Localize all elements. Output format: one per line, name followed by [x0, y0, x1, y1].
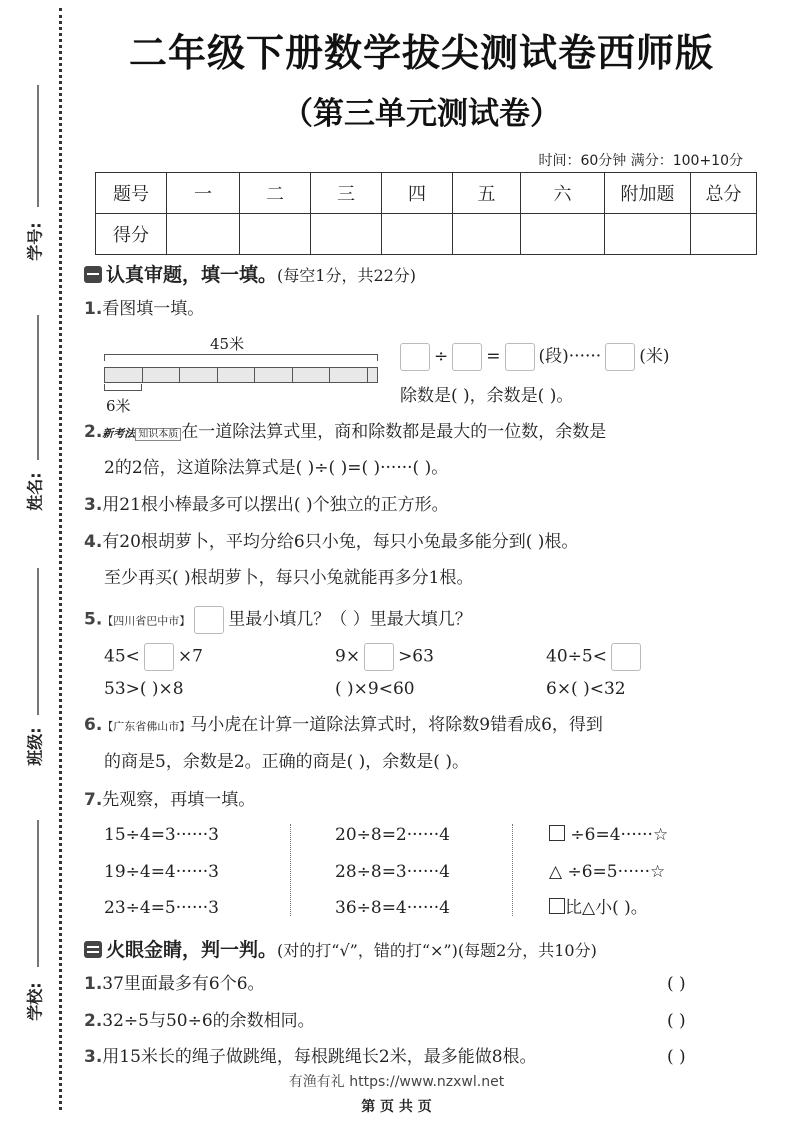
region-tag: 【四川省巴中市】 [102, 614, 191, 628]
question-number: 1. [84, 974, 103, 994]
school-label: 学校: [25, 982, 45, 1021]
section-two-icon [84, 941, 102, 958]
question-7 [84, 789, 255, 811]
q5-item [104, 643, 203, 671]
question-number: 6. [84, 715, 103, 735]
question-5 [84, 606, 472, 634]
score-cell[interactable] [521, 214, 605, 255]
q5-item [546, 643, 645, 671]
expr-text: 比△小( )。 [565, 898, 648, 918]
answer-box[interactable] [611, 643, 641, 671]
answer-box[interactable] [364, 643, 394, 671]
knowledge-tag: 知识本质 [135, 428, 181, 441]
score-cell[interactable] [240, 214, 311, 255]
section1-header [84, 260, 416, 287]
judge-answer-blank[interactable]: ( ) [667, 1047, 686, 1067]
score-cell[interactable] [605, 214, 691, 255]
section1-title: 认真审题，填一填。 [106, 264, 278, 286]
question-6 [84, 714, 603, 738]
expr-text: >63 [398, 646, 434, 667]
q7-expr: 20÷8=2······4 [335, 825, 450, 845]
table-cell: 六 [521, 173, 605, 214]
class-label: 班级: [25, 727, 45, 766]
question-text: 先观察，再填一填。 [102, 790, 256, 810]
question-text: 用21根小棒最多可以摆出( )个独立的正方形。 [102, 495, 449, 515]
answer-box[interactable] [605, 343, 635, 371]
answer-box[interactable] [400, 343, 430, 371]
q5-item[interactable]: 6×( )<32 [546, 679, 626, 699]
divide-sign: ÷ [434, 346, 449, 367]
question-text: 37里面最多有6个6。 [102, 974, 265, 994]
q5-item [335, 643, 434, 671]
question-4[interactable] [84, 531, 578, 553]
question-2 [84, 421, 606, 446]
class-line [37, 568, 39, 715]
segment-length-label: 6米 [106, 397, 131, 415]
q7-expr: 15÷4=3······3 [104, 825, 219, 845]
table-cell: 三 [311, 173, 382, 214]
name-label: 姓名: [25, 472, 45, 511]
question-text: 有20根胡萝卜，平均分给6只小兔，每只小兔最多能分到( )根。 [102, 532, 579, 552]
table-cell: 一 [167, 173, 240, 214]
table-header-row [96, 173, 757, 214]
unit-text: (段)······ [538, 346, 602, 367]
q7-expr [549, 824, 668, 846]
q4-line2[interactable]: 至少再买( )根胡萝卜，每只小兔就能再多分1根。 [104, 568, 474, 588]
equals-sign: = [486, 346, 501, 367]
square-symbol [549, 898, 565, 914]
question-number: 3. [84, 1047, 103, 1067]
question-number: 4. [84, 532, 103, 552]
page-title: 二年级下册数学拔尖测试卷西师版 [128, 31, 714, 75]
box-symbol [194, 606, 224, 634]
segment-bar [104, 367, 378, 383]
score-cell[interactable] [311, 214, 382, 255]
q7-expr: 36÷8=4······4 [335, 898, 450, 918]
table-score-row [96, 214, 757, 255]
expr-text: ÷6=4······☆ [565, 825, 669, 845]
unit-text: (米) [639, 346, 670, 367]
total-brace [104, 354, 378, 361]
new-method-tag: 新考法 [102, 427, 136, 440]
question-number: 2. [84, 1011, 103, 1031]
time-score-info: 时间：60分钟 满分：100+10分 [538, 153, 743, 169]
q7-expr: 23÷4=5······3 [104, 898, 219, 918]
question-text: 看图填一填。 [102, 299, 205, 319]
q6-line2[interactable]: 的商是5，余数是2。正确的商是( )，余数是( )。 [104, 752, 469, 772]
name-line [37, 315, 39, 460]
question-number: 7. [84, 790, 103, 810]
page-subtitle: （第三单元测试卷） [282, 96, 561, 132]
question-text: 里最小填几？（ ）里最大填几？ [228, 609, 472, 630]
section2-title: 火眼金睛，判一判。 [106, 939, 278, 961]
q5-item[interactable]: 53>( )×8 [104, 679, 184, 699]
region-tag: 【广东省佛山市】 [102, 720, 191, 733]
question-number: 1. [84, 299, 103, 319]
question-text: 在一道除法算式里，商和除数都是最大的一位数，余数是 [181, 422, 607, 442]
q7-expr: △ ÷6=5······☆ [549, 862, 666, 882]
answer-box[interactable] [452, 343, 482, 371]
score-cell[interactable] [453, 214, 521, 255]
expr-text: 9× [335, 646, 361, 667]
question-3[interactable] [84, 494, 449, 516]
question-number: 3. [84, 495, 103, 515]
answer-box[interactable] [144, 643, 174, 671]
question-text: 32÷5与50÷6的余数相同。 [102, 1011, 315, 1031]
expr-text: 40÷5< [546, 646, 607, 667]
judge-item [84, 1046, 537, 1068]
question-text: 用15米长的绳子做跳绳，每根跳绳长2米，最多能做8根。 [102, 1047, 537, 1067]
judge-answer-blank[interactable]: ( ) [667, 974, 686, 994]
question-1 [84, 298, 204, 320]
square-symbol [549, 825, 565, 841]
section-one-icon [84, 266, 102, 283]
student-id-label: 学号: [25, 222, 45, 261]
question-text: 马小虎在计算一道除法算式时，将除数9错看成6，得到 [190, 715, 603, 735]
q1-equation [396, 343, 669, 371]
q7-expr[interactable] [549, 897, 648, 919]
score-table [95, 172, 757, 255]
table-cell: 四 [382, 173, 453, 214]
q2-line2[interactable]: 2的2倍，这道除法算式是( )÷( )=( )······( )。 [104, 458, 449, 478]
q5-item[interactable]: ( )×9<60 [335, 679, 415, 699]
question-number: 5. [84, 609, 103, 630]
judge-item [84, 973, 265, 995]
segment-brace [104, 384, 142, 391]
page-number: 第 页 共 页 [361, 1099, 432, 1115]
table-cell: 五 [453, 173, 521, 214]
question-number: 2. [84, 422, 103, 442]
table-cell: 总分 [691, 173, 757, 214]
expr-text: ×7 [177, 646, 203, 667]
table-cell: 得分 [96, 214, 167, 255]
q1-line2[interactable]: 除数是( )，余数是( )。 [400, 386, 574, 406]
judge-answer-blank[interactable]: ( ) [667, 1011, 686, 1031]
score-cell[interactable] [382, 214, 453, 255]
expr-text: 45< [104, 646, 140, 667]
table-cell: 题号 [96, 173, 167, 214]
q7-expr: 28÷8=3······4 [335, 862, 450, 882]
q7-expr: 19÷4=4······3 [104, 862, 219, 882]
column-divider [290, 824, 291, 916]
school-line [37, 820, 39, 967]
section1-note: (每空1分，共22分) [277, 266, 417, 285]
answer-box[interactable] [505, 343, 535, 371]
watermark-text: 有渔有礼 https://www.nzxwl.net [288, 1074, 505, 1090]
judge-item [84, 1010, 315, 1032]
table-cell: 二 [240, 173, 311, 214]
binding-dotted-line [59, 8, 62, 1110]
score-cell[interactable] [691, 214, 757, 255]
score-cell[interactable] [167, 214, 240, 255]
total-length-label: 45米 [210, 335, 245, 353]
section2-header [84, 935, 597, 962]
table-cell: 附加题 [605, 173, 691, 214]
column-divider [512, 824, 513, 916]
section2-note: (对的打“√”，错的打“×”)(每题2分，共10分) [277, 941, 597, 960]
